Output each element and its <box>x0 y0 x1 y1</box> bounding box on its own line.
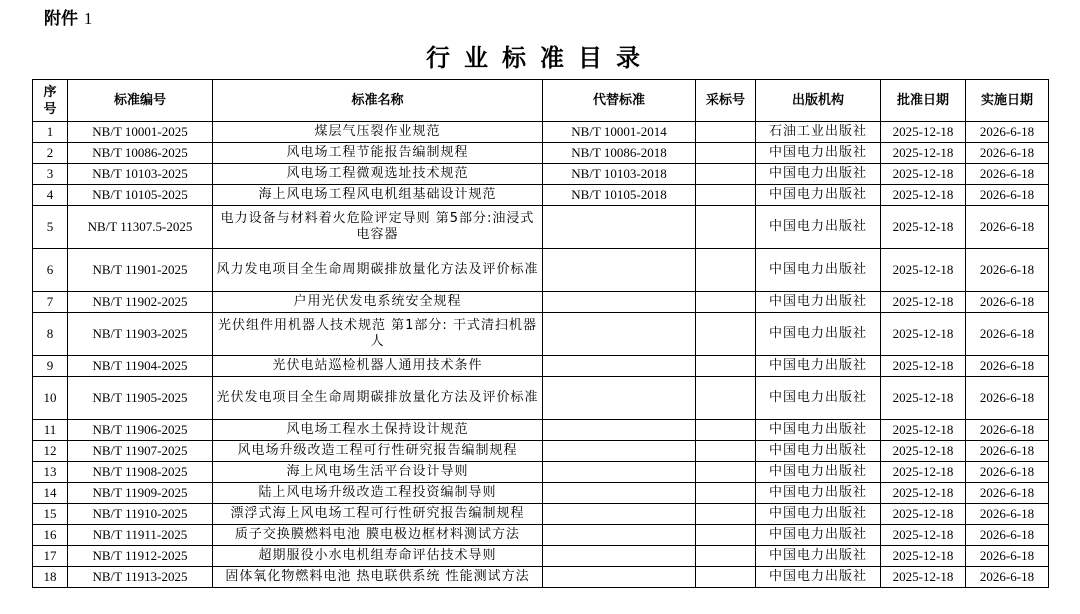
cell-implement: 2026-6-18 <box>966 441 1049 462</box>
cell-replace <box>543 483 696 504</box>
header-adopt: 采标号 <box>696 80 756 122</box>
cell-publisher: 中国电力出版社 <box>756 483 881 504</box>
table-row <box>33 441 1049 462</box>
cell-publisher: 中国电力出版社 <box>756 441 881 462</box>
cell-publisher: 中国电力出版社 <box>756 249 881 292</box>
cell-replace <box>543 567 696 588</box>
cell-code: NB/T 11903-2025 <box>68 313 213 356</box>
header-replace: 代替标准 <box>543 80 696 122</box>
cell-implement: 2026-6-18 <box>966 377 1049 420</box>
cell-approve: 2025-12-18 <box>881 504 966 525</box>
table-row <box>33 206 1049 249</box>
cell-approve: 2025-12-18 <box>881 525 966 546</box>
cell-name: 漂浮式海上风电场工程可行性研究报告编制规程 <box>213 504 543 525</box>
cell-publisher: 中国电力出版社 <box>756 292 881 313</box>
cell-name: 固体氧化物燃料电池 热电联供系统 性能测试方法 <box>213 567 543 588</box>
cell-adopt <box>696 441 756 462</box>
cell-adopt <box>696 313 756 356</box>
cell-code: NB/T 10086-2025 <box>68 143 213 164</box>
cell-publisher: 中国电力出版社 <box>756 546 881 567</box>
cell-code: NB/T 10001-2025 <box>68 122 213 143</box>
cell-adopt <box>696 462 756 483</box>
cell-replace: NB/T 10086-2018 <box>543 143 696 164</box>
table-header-row <box>33 80 1049 122</box>
cell-implement: 2026-6-18 <box>966 164 1049 185</box>
cell-name: 风电场工程水土保持设计规范 <box>213 420 543 441</box>
cell-name: 海上风电场生活平台设计导则 <box>213 462 543 483</box>
cell-implement: 2026-6-18 <box>966 567 1049 588</box>
cell-adopt <box>696 420 756 441</box>
cell-adopt <box>696 483 756 504</box>
cell-code: NB/T 11909-2025 <box>68 483 213 504</box>
cell-name: 煤层气压裂作业规范 <box>213 122 543 143</box>
table-row <box>33 546 1049 567</box>
cell-replace <box>543 420 696 441</box>
header-name: 标准名称 <box>213 80 543 122</box>
cell-name: 质子交换膜燃料电池 膜电极边框材料测试方法 <box>213 525 543 546</box>
cell-replace <box>543 504 696 525</box>
cell-seq: 5 <box>33 206 68 249</box>
cell-seq: 4 <box>33 185 68 206</box>
table-row <box>33 356 1049 377</box>
cell-implement: 2026-6-18 <box>966 313 1049 356</box>
cell-name: 风电场升级改造工程可行性研究报告编制规程 <box>213 441 543 462</box>
cell-code: NB/T 11913-2025 <box>68 567 213 588</box>
cell-implement: 2026-6-18 <box>966 249 1049 292</box>
cell-adopt <box>696 249 756 292</box>
cell-adopt <box>696 122 756 143</box>
cell-seq: 1 <box>33 122 68 143</box>
cell-publisher: 中国电力出版社 <box>756 206 881 249</box>
cell-approve: 2025-12-18 <box>881 462 966 483</box>
cell-code: NB/T 11912-2025 <box>68 546 213 567</box>
table-row <box>33 567 1049 588</box>
table-row <box>33 313 1049 356</box>
cell-seq: 9 <box>33 356 68 377</box>
cell-replace <box>543 525 696 546</box>
cell-replace <box>543 546 696 567</box>
cell-adopt <box>696 143 756 164</box>
cell-replace <box>543 377 696 420</box>
cell-code: NB/T 11902-2025 <box>68 292 213 313</box>
cell-publisher: 中国电力出版社 <box>756 420 881 441</box>
cell-implement: 2026-6-18 <box>966 504 1049 525</box>
standards-table <box>32 79 1049 588</box>
cell-replace: NB/T 10105-2018 <box>543 185 696 206</box>
cell-seq: 17 <box>33 546 68 567</box>
table-row <box>33 504 1049 525</box>
table-row <box>33 249 1049 292</box>
cell-seq: 14 <box>33 483 68 504</box>
cell-publisher: 中国电力出版社 <box>756 356 881 377</box>
attachment-text: 附件 <box>44 9 78 29</box>
cell-implement: 2026-6-18 <box>966 483 1049 504</box>
cell-publisher: 中国电力出版社 <box>756 164 881 185</box>
cell-code: NB/T 11910-2025 <box>68 504 213 525</box>
cell-implement: 2026-6-18 <box>966 462 1049 483</box>
cell-seq: 7 <box>33 292 68 313</box>
cell-code: NB/T 10105-2025 <box>68 185 213 206</box>
table-row <box>33 483 1049 504</box>
table-row <box>33 185 1049 206</box>
cell-replace <box>543 206 696 249</box>
cell-publisher: 中国电力出版社 <box>756 143 881 164</box>
cell-adopt <box>696 377 756 420</box>
cell-approve: 2025-12-18 <box>881 206 966 249</box>
cell-code: NB/T 11901-2025 <box>68 249 213 292</box>
table-row <box>33 525 1049 546</box>
cell-replace <box>543 462 696 483</box>
cell-code: NB/T 10103-2025 <box>68 164 213 185</box>
table-row <box>33 420 1049 441</box>
cell-adopt <box>696 164 756 185</box>
cell-replace <box>543 313 696 356</box>
cell-adopt <box>696 185 756 206</box>
cell-implement: 2026-6-18 <box>966 122 1049 143</box>
cell-name: 风电场工程微观选址技术规范 <box>213 164 543 185</box>
cell-code: NB/T 11307.5-2025 <box>68 206 213 249</box>
cell-code: NB/T 11907-2025 <box>68 441 213 462</box>
cell-approve: 2025-12-18 <box>881 313 966 356</box>
cell-code: NB/T 11905-2025 <box>68 377 213 420</box>
cell-name: 风电场工程节能报告编制规程 <box>213 143 543 164</box>
cell-approve: 2025-12-18 <box>881 377 966 420</box>
cell-implement: 2026-6-18 <box>966 356 1049 377</box>
header-seq: 序号 <box>33 80 68 122</box>
cell-seq: 3 <box>33 164 68 185</box>
cell-approve: 2025-12-18 <box>881 122 966 143</box>
cell-adopt <box>696 356 756 377</box>
cell-code: NB/T 11911-2025 <box>68 525 213 546</box>
cell-adopt <box>696 504 756 525</box>
cell-publisher: 中国电力出版社 <box>756 462 881 483</box>
cell-approve: 2025-12-18 <box>881 164 966 185</box>
cell-approve: 2025-12-18 <box>881 441 966 462</box>
cell-implement: 2026-6-18 <box>966 185 1049 206</box>
cell-implement: 2026-6-18 <box>966 546 1049 567</box>
cell-implement: 2026-6-18 <box>966 143 1049 164</box>
table-row <box>33 462 1049 483</box>
header-code: 标准编号 <box>68 80 213 122</box>
cell-name: 风力发电项目全生命周期碳排放量化方法及评价标准 <box>213 249 543 292</box>
table-row <box>33 377 1049 420</box>
cell-name: 光伏电站巡检机器人通用技术条件 <box>213 356 543 377</box>
cell-code: NB/T 11904-2025 <box>68 356 213 377</box>
cell-implement: 2026-6-18 <box>966 206 1049 249</box>
cell-approve: 2025-12-18 <box>881 356 966 377</box>
cell-name: 陆上风电场升级改造工程投资编制导则 <box>213 483 543 504</box>
table-body <box>33 122 1049 588</box>
cell-seq: 16 <box>33 525 68 546</box>
cell-seq: 13 <box>33 462 68 483</box>
attachment-label <box>44 4 92 29</box>
cell-replace <box>543 356 696 377</box>
cell-approve: 2025-12-18 <box>881 185 966 206</box>
cell-code: NB/T 11906-2025 <box>68 420 213 441</box>
cell-approve: 2025-12-18 <box>881 143 966 164</box>
cell-seq: 10 <box>33 377 68 420</box>
cell-replace <box>543 292 696 313</box>
cell-adopt <box>696 525 756 546</box>
page-title: 行业标准目录 <box>426 44 654 72</box>
cell-name: 光伏组件用机器人技术规范 第1部分: 干式清扫机器人 <box>213 313 543 356</box>
cell-seq: 15 <box>33 504 68 525</box>
cell-publisher: 石油工业出版社 <box>756 122 881 143</box>
cell-adopt <box>696 206 756 249</box>
cell-adopt <box>696 292 756 313</box>
cell-name: 超期服役小水电机组寿命评估技术导则 <box>213 546 543 567</box>
cell-seq: 12 <box>33 441 68 462</box>
cell-publisher: 中国电力出版社 <box>756 377 881 420</box>
cell-name: 光伏发电项目全生命周期碳排放量化方法及评价标准 <box>213 377 543 420</box>
cell-adopt <box>696 546 756 567</box>
cell-implement: 2026-6-18 <box>966 292 1049 313</box>
cell-replace <box>543 249 696 292</box>
cell-code: NB/T 11908-2025 <box>68 462 213 483</box>
header-publisher: 出版机构 <box>756 80 881 122</box>
cell-approve: 2025-12-18 <box>881 483 966 504</box>
cell-publisher: 中国电力出版社 <box>756 313 881 356</box>
cell-approve: 2025-12-18 <box>881 292 966 313</box>
cell-seq: 6 <box>33 249 68 292</box>
cell-seq: 18 <box>33 567 68 588</box>
cell-implement: 2026-6-18 <box>966 420 1049 441</box>
cell-replace: NB/T 10103-2018 <box>543 164 696 185</box>
cell-publisher: 中国电力出版社 <box>756 567 881 588</box>
cell-publisher: 中国电力出版社 <box>756 525 881 546</box>
cell-adopt <box>696 567 756 588</box>
table-row <box>33 122 1049 143</box>
cell-approve: 2025-12-18 <box>881 249 966 292</box>
cell-approve: 2025-12-18 <box>881 567 966 588</box>
cell-name: 电力设备与材料着火危险评定导则 第5部分:油浸式电容器 <box>213 206 543 249</box>
cell-name: 户用光伏发电系统安全规程 <box>213 292 543 313</box>
cell-seq: 8 <box>33 313 68 356</box>
attachment-number: 1 <box>83 9 93 28</box>
table-row <box>33 143 1049 164</box>
cell-replace <box>543 441 696 462</box>
cell-name: 海上风电场工程风电机组基础设计规范 <box>213 185 543 206</box>
cell-seq: 2 <box>33 143 68 164</box>
header-approve: 批准日期 <box>881 80 966 122</box>
cell-implement: 2026-6-18 <box>966 525 1049 546</box>
cell-replace: NB/T 10001-2014 <box>543 122 696 143</box>
table-row <box>33 164 1049 185</box>
table-row <box>33 292 1049 313</box>
cell-publisher: 中国电力出版社 <box>756 504 881 525</box>
cell-approve: 2025-12-18 <box>881 420 966 441</box>
header-implement: 实施日期 <box>966 80 1049 122</box>
cell-publisher: 中国电力出版社 <box>756 185 881 206</box>
cell-seq: 11 <box>33 420 68 441</box>
cell-approve: 2025-12-18 <box>881 546 966 567</box>
